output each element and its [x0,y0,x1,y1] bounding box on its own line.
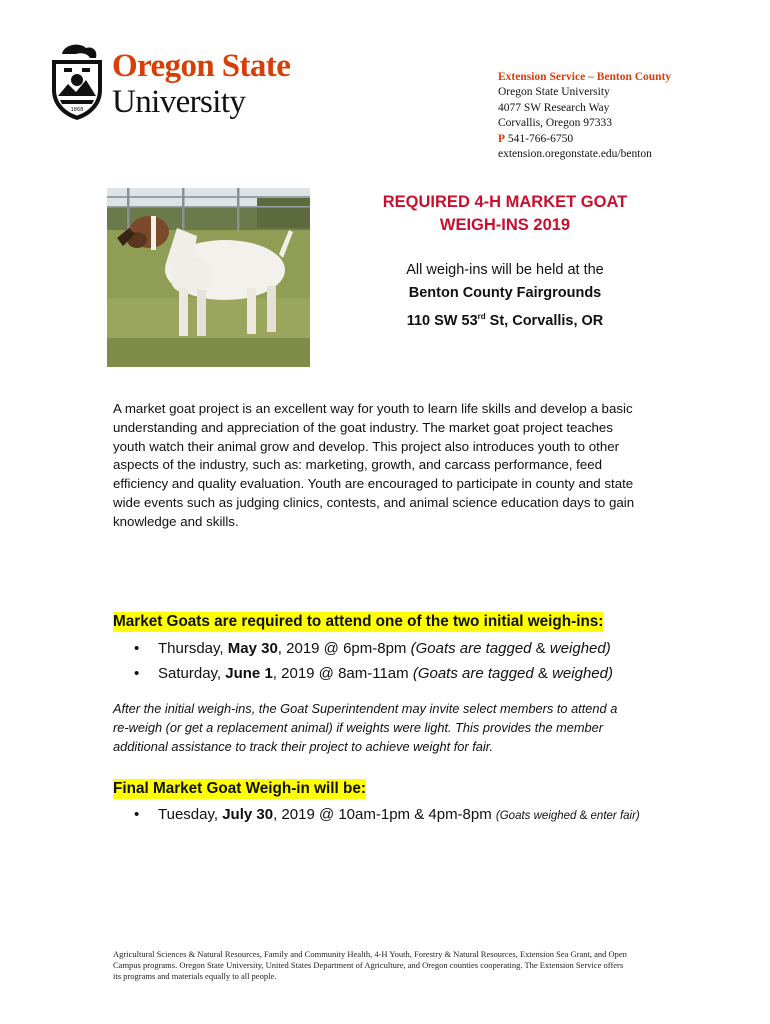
svg-text:1868: 1868 [70,107,84,113]
footer-disclaimer [113,949,683,982]
phone-number: 541-766-6750 [507,132,574,145]
item-note-a: (Goats are tagged [412,665,538,682]
department-name: Extension Service – Benton County [498,71,672,83]
paragraph-line: understanding and appreciation of the goat industry. The market goat project teaches [113,419,613,435]
final-weighin-heading [113,779,366,799]
item-note-a: (Goats weighed [495,810,580,822]
address-block [498,70,738,162]
note-line: re-weigh (or get a replacement animal) if weights were light. This provides the member [113,720,604,735]
initial-weighin-list [134,636,744,686]
street-number: 110 SW 53 [406,313,478,329]
phone-label: P [498,132,506,145]
page-title [330,191,680,237]
item-time: , 2019 @ 10am-1pm & 4pm-8pm [273,806,496,823]
item-amp: & [535,640,550,657]
item-day: Tuesday, [158,806,223,823]
item-time: , 2019 @ 8am-11am [272,665,413,682]
item-time: , 2019 @ 6pm-8pm [277,640,411,657]
item-date: July 30 [222,806,274,823]
beaver-seal-icon [46,40,108,122]
address-org: Oregon State University [498,86,610,99]
item-amp: & [537,665,553,682]
list-item [134,661,744,686]
bullet-dot-icon: • [134,665,140,682]
bullet-dot-icon: • [134,640,140,657]
item-date: May 30 [227,640,278,657]
item-note-a: (Goats are tagged [410,640,536,657]
initial-heading-text: Market Goats are required to attend one of the two initial weigh-ins: [113,613,604,630]
address-phone-row [498,132,738,147]
list-item [134,636,744,661]
note-line: additional assistance to track their project to achieve weight for fair. [113,739,494,754]
venue-name: Benton County Fairgrounds [408,285,602,301]
item-note-b: weighed) [552,665,613,682]
paragraph-line: knowledge and skills. [113,513,239,529]
paragraph-line: A market goat project is an excellent way for youth to learn life skills and develop a basic [113,401,633,416]
goat-photo [107,188,310,367]
location-block [330,259,680,333]
item-day: Saturday, [158,665,226,682]
footer-line: Campus programs. Oregon State University, United States Department of Agriculture, and Oregon counties cooperating. The Extension Service offers [113,960,624,970]
reweigh-note [113,699,673,756]
item-note-b: enter fair) [590,810,640,822]
paragraph-line: wide events such as judging clinics, contests, and animal science education days to gain [113,494,635,510]
title-line1: REQUIRED 4-H MARKET GOAT [382,193,628,211]
logo-wordmark-line1: Oregon State [112,48,291,84]
venue-address [330,305,680,333]
osu-logo [46,40,306,124]
item-date: June 1 [225,665,273,682]
intro-paragraph [113,400,673,532]
note-line: After the initial weigh-ins, the Goat Superintendent may invite select members to attend a [113,701,618,716]
footer-line: its programs and materials equally to all people. [113,971,277,981]
initial-weighin-heading [113,612,603,632]
title-line2: WEIGH-INS 2019 [439,216,571,234]
final-heading-text: Final Market Goat Weigh-in will be: [113,780,366,797]
street-ordinal: rd [477,312,486,321]
paragraph-line: youth watch their animal grow and develop. This project also introduces youth to other [113,438,620,454]
list-item [134,802,744,829]
item-amp: & [579,810,591,822]
bullet-dot-icon: • [134,806,140,823]
final-weighin-list [134,802,744,829]
logo-wordmark-line2: University [112,84,246,120]
street-rest: St, Corvallis, OR [485,313,604,329]
website-link[interactable]: extension.oregonstate.edu/benton [498,148,652,161]
address-city: Corvallis, Oregon 97333 [498,117,613,130]
item-note-b: weighed) [549,640,611,657]
paragraph-line: efficiency and quality evaluation. Youth are encouraged to participate in county and state [113,476,634,492]
paragraph-line: aspects of the industry, such as: marketing, growth, and carcass performance, feed [113,457,603,473]
footer-line: Agricultural Sciences & Natural Resources, Family and Community Health, 4-H Youth, Forestry & Natural Resources, Extension Sea Grant, and Open [113,949,627,959]
location-intro: All weigh-ins will be held at the [406,262,604,278]
address-street: 4077 SW Research Way [498,101,610,114]
item-day: Thursday, [158,640,228,657]
